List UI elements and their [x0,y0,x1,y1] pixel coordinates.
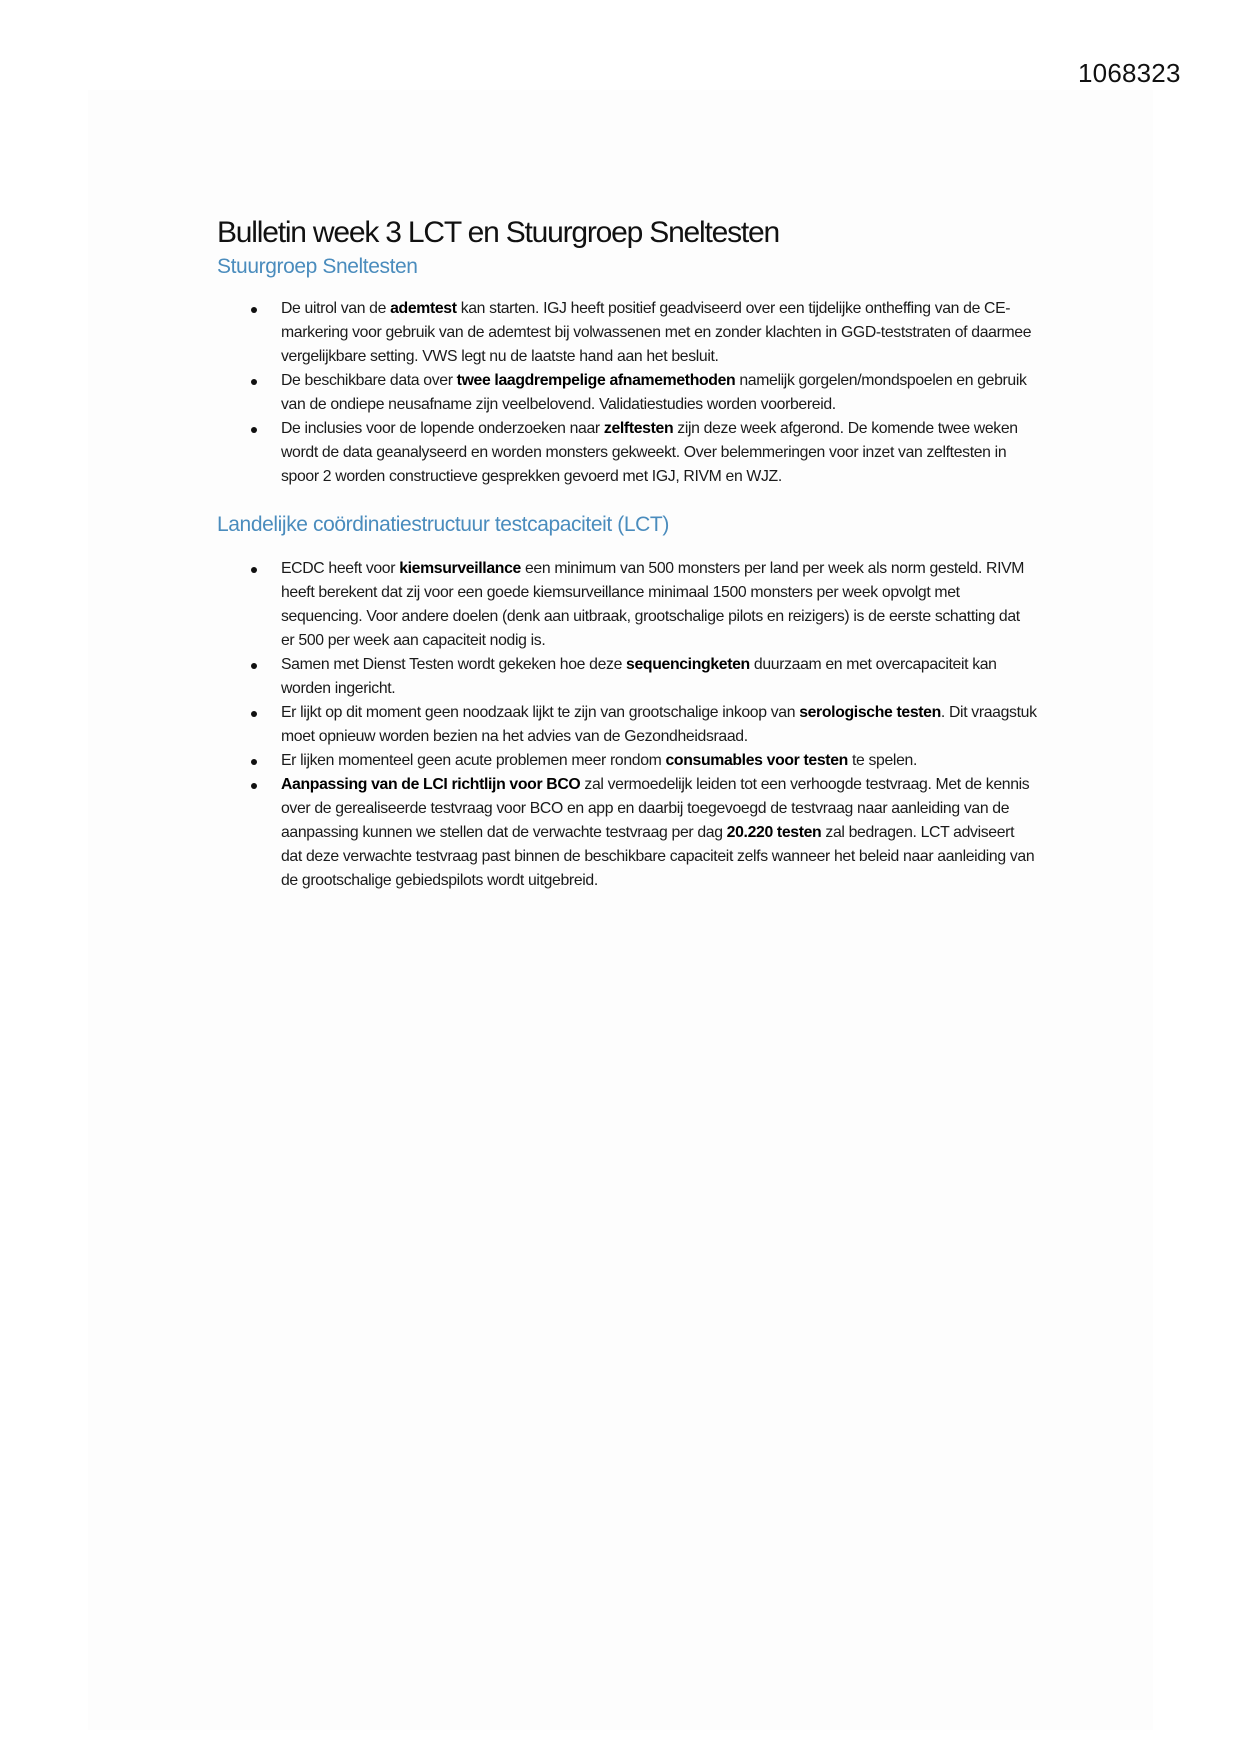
bullet-dot-icon [251,567,257,573]
list-item [217,701,1037,749]
list-item [217,557,1037,653]
text-segment: een minimum van 500 monsters per land per week als norm gesteld. RIVM heeft berekent dat zij voor een goede kiemsurveillance minimaal 1500 monsters per week opvolgt met sequencing. Voor andere doelen (denk aan uitbraak, grootschalige pilots en reizigers) is de eerste schatting dat er 500 per week aan capaciteit nodig is. [281,560,1025,649]
bullet-dot-icon [251,783,257,789]
text-segment: . Dit vraagstuk moet opnieuw worden bezien na het advies van de Gezondheidsraad. [281,704,1037,745]
text-segment: te spelen. [847,752,917,769]
list-item [217,297,1037,369]
page-title: Bulletin week 3 LCT en Stuurgroep Sneltesten [217,216,780,249]
bold-keyword: consumables voor testen [665,752,848,769]
text-segment: Er lijken momenteel geen acute problemen meer rondom [281,752,666,769]
bold-keyword: Aanpassing van de LCI richtlijn voor BCO [281,776,581,793]
bold-keyword: 20.220 testen [726,824,822,841]
text-segment: duurzaam en met overcapaciteit kan worden ingericht. [281,656,997,697]
bold-keyword: kiemsurveillance [399,560,521,577]
text-segment: Er lijkt op dit moment geen noodzaak lijkt te zijn van grootschalige inkoop van [281,704,800,721]
text-segment: De inclusies voor de lopende onderzoeken naar [281,420,604,437]
bullet-dot-icon [251,427,257,433]
text-segment: De uitrol van de [281,300,391,317]
bold-keyword: ademtest [390,300,457,317]
list-item [217,653,1037,701]
text-segment: zijn deze week afgerond. De komende twee weken wordt de data geanalyseerd en worden monsters gekweekt. Over belemmeringen voor inzet van zelftesten in spoor 2 worden constructieve gesprekken gevoerd met IGJ, RIVM en WJZ. [281,420,1018,485]
text-segment: zal vermoedelijk leiden tot een verhoogde testvraag. Met de kennis over de gerealiseerde testvraag voor BCO en app en daarbij toegevoegd de testvraag naar aanleiding van de aanpassing kunnen we stellen dat de verwachte testvraag per dag [281,776,1030,841]
list-item [217,369,1037,417]
text-segment: zal bedragen. LCT adviseert dat deze verwachte testvraag past binnen de beschikbare capaciteit zelfs wanneer het beleid naar aanleiding van de grootschalige gebiedspilots wordt uitgebreid. [281,824,1035,889]
bullet-dot-icon [251,663,257,669]
text-segment: Samen met Dienst Testen wordt gekeken hoe deze [281,656,627,673]
document-body [217,215,1037,893]
bold-keyword: zelftesten [603,420,674,437]
bullet-list-lct [217,557,1037,893]
bullet-dot-icon [251,379,257,385]
bullet-list-stuurgroep [217,297,1037,489]
bold-keyword: sequencingketen [626,656,750,673]
bullet-dot-icon [251,759,257,765]
list-item [217,773,1037,893]
bold-keyword: twee laagdrempelige afnamemethoden [456,372,736,389]
text-segment: kan starten. IGJ heeft positief geadviseerd over een tijdelijke ontheffing van de CE-markering voor gebruik van de ademtest bij volwassenen met en zonder klachten in GGD-teststraten of daarmee vergelijkbare setting. VWS legt nu de laatste hand aan het besluit. [281,300,1032,365]
section-heading-stuurgroep: Stuurgroep Sneltesten [217,255,418,278]
bold-keyword: serologische testen [799,704,941,721]
text-segment: namelijk gorgelen/mondspoelen en gebruik van de ondiepe neusafname zijn veelbelovend. Validatiestudies worden voorbereid. [281,372,1027,413]
text-segment: ECDC heeft voor [281,560,400,577]
text-segment: De beschikbare data over [281,372,457,389]
list-item [217,417,1037,489]
bullet-dot-icon [251,307,257,313]
bullet-dot-icon [251,711,257,717]
document-id: 1068323 [1078,58,1181,88]
section-heading-lct: Landelijke coördinatiestructuur testcapaciteit (LCT) [217,513,669,536]
list-item [217,749,1037,773]
